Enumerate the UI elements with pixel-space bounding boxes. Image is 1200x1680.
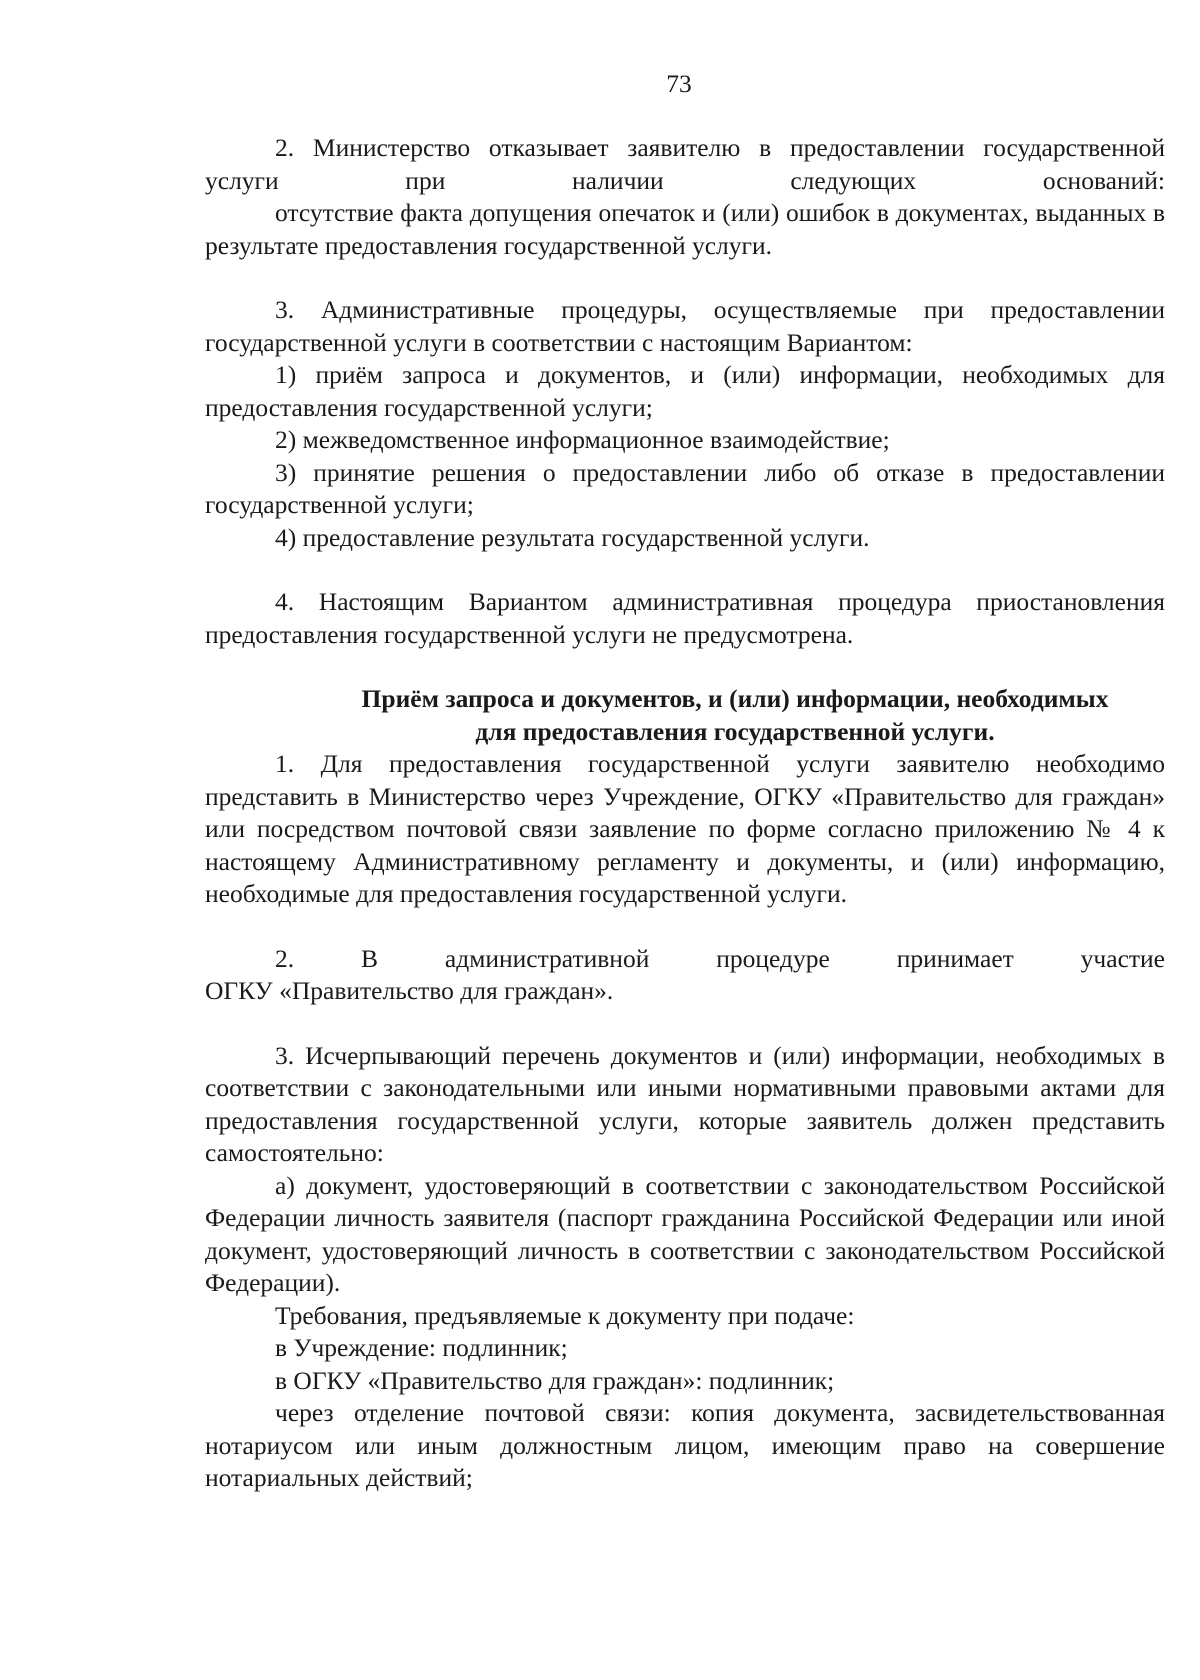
paragraph-requirement-institution: в Учреждение: подлинник; [275,1333,568,1362]
list-item-identity-document: а) документ, удостоверяющий в соответствии с законодательством Российской Федерации личность заявителя (паспорт гражданина Российской Федерации или иной документ, удостоверяющий личность в соответствии с законодательством Российской Федерации). [205,1170,1165,1297]
paragraph-requirement-ogku: в ОГКУ «Правительство для граждан»: подлинник; [275,1365,835,1395]
document-body [205,132,1165,1495]
paragraph-application-submission: 1. Для предоставления государственной услуги заявителю необходимо представить в Министерство через Учреждение, ОГКУ «Правительство для граждан» или посредством почтовой связи заявление по форме согласно приложению № 4 к настоящему Административному регламенту и документы, и (или) информацию, необходимые для предоставления государственной услуги. [205,749,1165,908]
paragraph-gap [205,651,1165,683]
page-number: 73 [666,69,692,98]
section-heading-line-1: Приём запроса и документов, и (или) информации, необходимых [361,684,1109,713]
paragraph-suspension: 4. Настоящим Вариантом административная процедура приостановления предоставления государственной услуги не предусмотрена. [205,587,1165,649]
paragraph-refusal-grounds: 2. Министерство отказывает заявителю в предоставлении государственной услуги при наличии следующих оснований: [205,133,1165,195]
paragraph-procedures-intro: 3. Административные процедуры, осуществляемые при предоставлении государственной услуги в соответствии с настоящим Вариантом: [205,295,1165,357]
paragraph-requirement-postal: через отделение почтовой связи: копия документа, засвидетельствованная нотариусом или иным должностным лицом, имеющим право на совершение нотариальных действий; [205,1398,1165,1492]
paragraph-gap [205,554,1165,586]
paragraph-gap [205,911,1165,943]
list-item-procedure-4: 4) предоставление результата государственной услуги. [275,522,870,552]
list-item-procedure-3: 3) принятие решения о предоставлении либо об отказе в предоставлении государственной услуги; [205,457,1165,519]
section-heading-line-2: для предоставления государственной услуги. [475,716,995,746]
paragraph-participant-line-2: ОГКУ «Правительство для граждан». [205,976,614,1005]
paragraph-refusal-ground-item: отсутствие факта допущения опечаток и (или) ошибок в документах, выданных в результате предоставления государственной услуги. [205,198,1165,260]
paragraph-gap [205,262,1165,294]
paragraph-requirements: Требования, предъявляемые к документу при подаче: [275,1300,855,1330]
list-item-procedure-1: 1) приём запроса и документов, и (или) информации, необходимых для предоставления государственной услуги; [205,360,1165,422]
list-item-procedure-2: 2) межведомственное информационное взаимодействие; [275,425,890,454]
paragraph-gap [205,1008,1165,1040]
paragraph-participant-line-1: 2. В административной процедуре принимает участие [275,943,1165,973]
section-heading [205,683,1165,748]
paragraph-documents-list-intro: 3. Исчерпывающий перечень документов и (или) информации, необходимых в соответствии с законодательными или иными нормативными правовыми актами для предоставления государственной услуги, которые заявитель должен представить самостоятельно: [205,1040,1165,1167]
